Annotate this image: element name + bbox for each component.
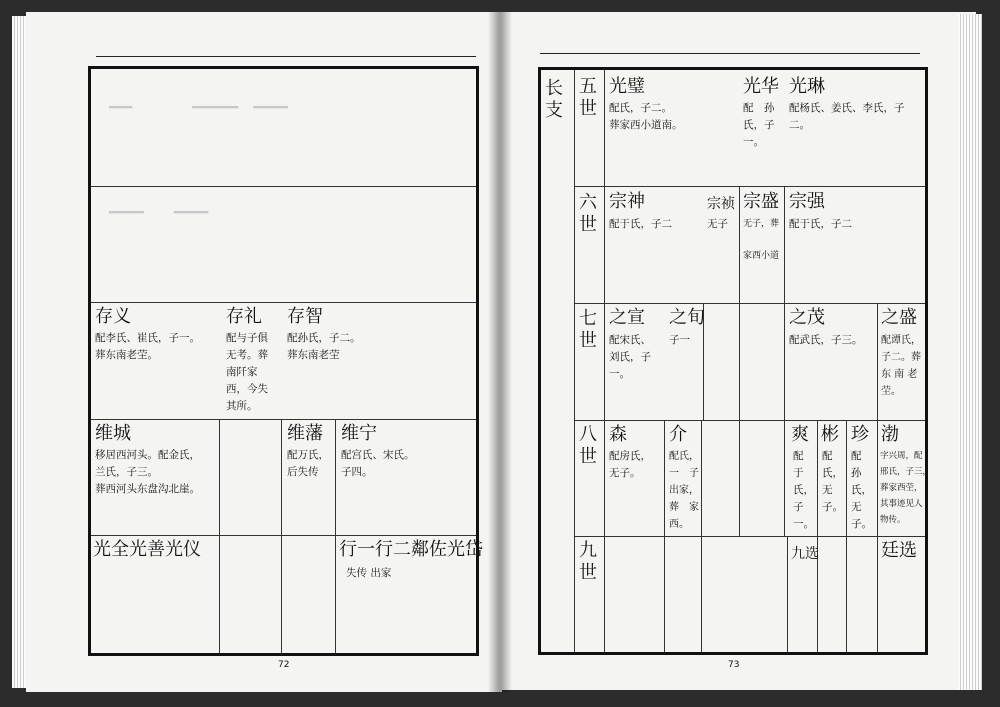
person-name: 维藩 — [287, 423, 323, 444]
row-divider — [574, 420, 925, 421]
row-divider — [574, 536, 925, 537]
person-name: 渤 — [881, 424, 899, 445]
person-note: 配 孙 氏， 无 子。 — [851, 450, 872, 530]
column-divider — [739, 186, 740, 420]
person-note: 无子 — [707, 218, 728, 230]
person-note: 配房氏， 无子。 — [609, 450, 651, 479]
bleed-through-text: ▔▔ ▔▔▔▔ ▔▔▔ — [109, 106, 288, 124]
book-gutter — [488, 12, 512, 692]
person-note: 无子，葬 家西小道 — [743, 219, 780, 261]
person-note: 配 氏， 无 子。 — [822, 450, 843, 513]
person-name: 之宣 — [609, 307, 645, 328]
person-name: 介 — [669, 424, 687, 445]
left-header-rule — [96, 56, 476, 57]
person-note: 配宋氏、 刘氏，子 一。 — [609, 334, 651, 380]
page-number: 72 — [278, 660, 290, 670]
right-page-edges — [958, 14, 982, 690]
person-note: 配宫氏、宋氏。 子四。 — [341, 449, 415, 478]
column-divider — [846, 420, 847, 652]
column-divider — [335, 419, 336, 653]
person-note: 失传 出家 — [346, 567, 392, 579]
person-note: 字兴周，配 邢氏，子三， 葬家西茔， 其事迹见人 物传。 — [880, 451, 932, 525]
person-names: 光全光善光仪 — [93, 539, 201, 560]
person-name: 存义 — [95, 306, 131, 327]
person-note: 配与子俱 无考。葬 南阡家 西，今失 其所。 — [226, 332, 268, 412]
person-name: 宗神 — [609, 191, 645, 212]
person-note: 配 于 氏， 子 一。 — [793, 450, 814, 530]
person-note: 配万氏， 后失传 — [287, 449, 329, 478]
row-divider — [574, 303, 925, 304]
person-name: 廷选 — [881, 540, 917, 561]
bleed-through-text: ▔▔▔ ▔▔▔ — [109, 211, 209, 229]
person-name: 爽 — [791, 424, 809, 445]
person-name: 之旬 — [669, 307, 705, 328]
generation-label: 七 世 — [579, 308, 597, 351]
generation-label: 九 世 — [579, 540, 597, 583]
person-note: 配于氏，子二 — [789, 218, 852, 230]
column-divider — [219, 419, 220, 653]
row-divider — [91, 535, 476, 536]
person-note: 配杨氏、姜氏、李氏，子 二。 — [789, 102, 905, 131]
column-divider — [281, 419, 282, 653]
person-name: 宗盛 — [743, 191, 779, 212]
column-divider — [784, 186, 785, 536]
person-note: 配氏，子二。 葬家西小道南。 — [609, 102, 683, 131]
person-note: 移居西河头。配金氏， 兰氏，子三。 葬西河头东盘沟北崖。 — [95, 449, 200, 495]
person-note: 配孙氏，子二。 葬东南老茔 — [287, 332, 361, 361]
person-name: 宗强 — [789, 191, 825, 212]
row-divider — [91, 419, 476, 420]
person-name: 九选 — [791, 546, 819, 562]
column-divider — [877, 420, 878, 652]
page-number: 73 — [728, 660, 740, 670]
person-name: 维宁 — [341, 423, 377, 444]
column-divider — [739, 420, 740, 536]
person-name: 光璧 — [609, 76, 645, 97]
column-divider — [574, 70, 575, 652]
person-name: 维城 — [95, 423, 131, 444]
person-name: 存礼 — [226, 306, 262, 327]
person-note: 配于氏，子二 — [609, 218, 672, 230]
column-divider — [701, 420, 702, 652]
row-divider — [91, 186, 476, 187]
person-note: 配 孙 氏，子 一。 — [743, 102, 775, 148]
person-name: 光琳 — [789, 76, 825, 97]
row-divider — [91, 302, 476, 303]
branch-label: 长 支 — [545, 78, 563, 121]
person-note: 配谭氏， 子二。葬 东 南 老 茔。 — [881, 335, 921, 397]
row-divider — [574, 186, 925, 187]
person-name: 森 — [609, 424, 627, 445]
left-genealogy-table — [88, 66, 483, 656]
person-note: 配李氏、崔氏，子一。 葬东南老茔。 — [95, 332, 200, 361]
right-genealogy-table — [538, 67, 932, 655]
generation-label: 五 世 — [579, 76, 597, 119]
person-name: 存智 — [287, 306, 323, 327]
person-note: 配氏， 一 子 出家， 葬 家 西。 — [669, 451, 699, 530]
person-note: 子一 — [669, 334, 690, 346]
person-name: 之盛 — [881, 307, 917, 328]
person-name: 彬 — [821, 424, 839, 445]
person-note: 配武氏，子三。 — [789, 334, 863, 346]
column-divider — [664, 420, 665, 652]
generation-label: 六 世 — [579, 192, 597, 235]
person-names: 行一行二鄰佐光岱 — [339, 539, 483, 560]
right-header-rule — [540, 53, 920, 54]
generation-label: 八 世 — [579, 424, 597, 467]
person-name: 之茂 — [789, 307, 825, 328]
person-name: 珍 — [851, 424, 869, 445]
column-divider — [787, 536, 788, 652]
person-name: 光华 — [743, 76, 779, 97]
column-divider — [604, 70, 605, 652]
column-divider — [817, 420, 818, 652]
column-divider — [877, 303, 878, 420]
person-name: 宗祯 — [707, 196, 735, 212]
